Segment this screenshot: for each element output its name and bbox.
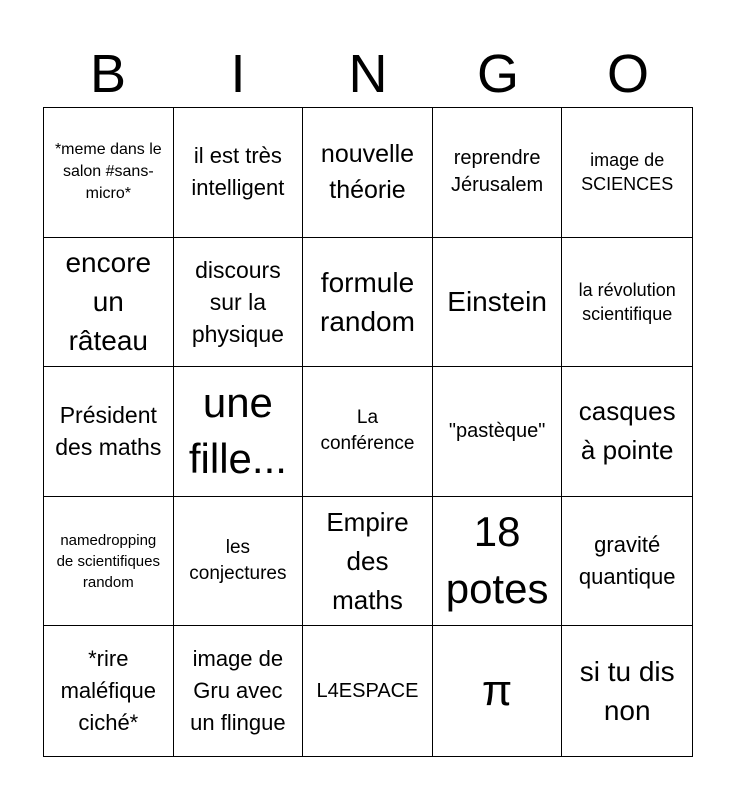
bingo-cell-r2-c4[interactable]: Einstein [433,238,563,368]
bingo-cell-r4-c2[interactable]: les conjectures [174,497,304,627]
bingo-board [43,107,693,757]
bingo-cell-r3-c1[interactable]: Président des maths [44,367,174,497]
bingo-cell-r3-c5[interactable]: casques à pointe [562,367,692,497]
bingo-cell-r2-c3[interactable]: formule random [303,238,433,368]
bingo-cell-r5-c1[interactable]: *rire maléfique ciché* [44,626,174,756]
bingo-cell-r5-c5[interactable]: si tu dis non [579,656,675,727]
header-letter-g: G [476,44,519,104]
bingo-cell-r2-c5[interactable]: la révolution scientifique [562,238,692,368]
bingo-cell-r1-c3[interactable]: nouvelle théorie [303,108,433,238]
bingo-cell-r1-c1[interactable]: *meme dans le salon #sans-micro* [44,108,174,238]
header-letter-b: B [89,44,127,104]
bingo-cell-r3-c2[interactable]: une fille... [174,367,304,497]
bingo-cell-r4-c3[interactable]: Empire des maths [303,497,433,627]
bingo-cell-r4-c5[interactable]: gravité quantique [562,497,692,627]
header-letter-o: O [606,44,649,104]
bingo-cell-r5-c4[interactable]: π [433,626,563,756]
bingo-cell-r4-c4[interactable]: 18 potes [433,497,563,627]
bingo-header [43,40,693,108]
bingo-cell-r3-c4[interactable]: "pastèque" [433,367,563,497]
bingo-cell-r5-c3[interactable]: L4ESPACE [303,626,433,756]
bingo-cell-r2-c2[interactable]: discours sur la physique [174,238,304,368]
header-letter-n: N [348,44,388,104]
bingo-cell-r3-c3[interactable]: La conférence [303,367,433,497]
bingo-cell-r1-c2[interactable]: il est très intelligent [174,108,304,238]
bingo-cell-r5-c2[interactable]: image de Gru avec un flingue [174,626,304,756]
header-letter-i: I [230,44,246,104]
bingo-cell-r1-c5[interactable]: image de SCIENCES [562,108,692,238]
bingo-cell-r2-c1[interactable]: encore un râteau [44,238,174,368]
bingo-cell-r1-c4[interactable]: reprendre Jérusalem [433,108,563,238]
bingo-cell-r4-c1[interactable]: namedropping de scientifiques random [44,497,174,627]
